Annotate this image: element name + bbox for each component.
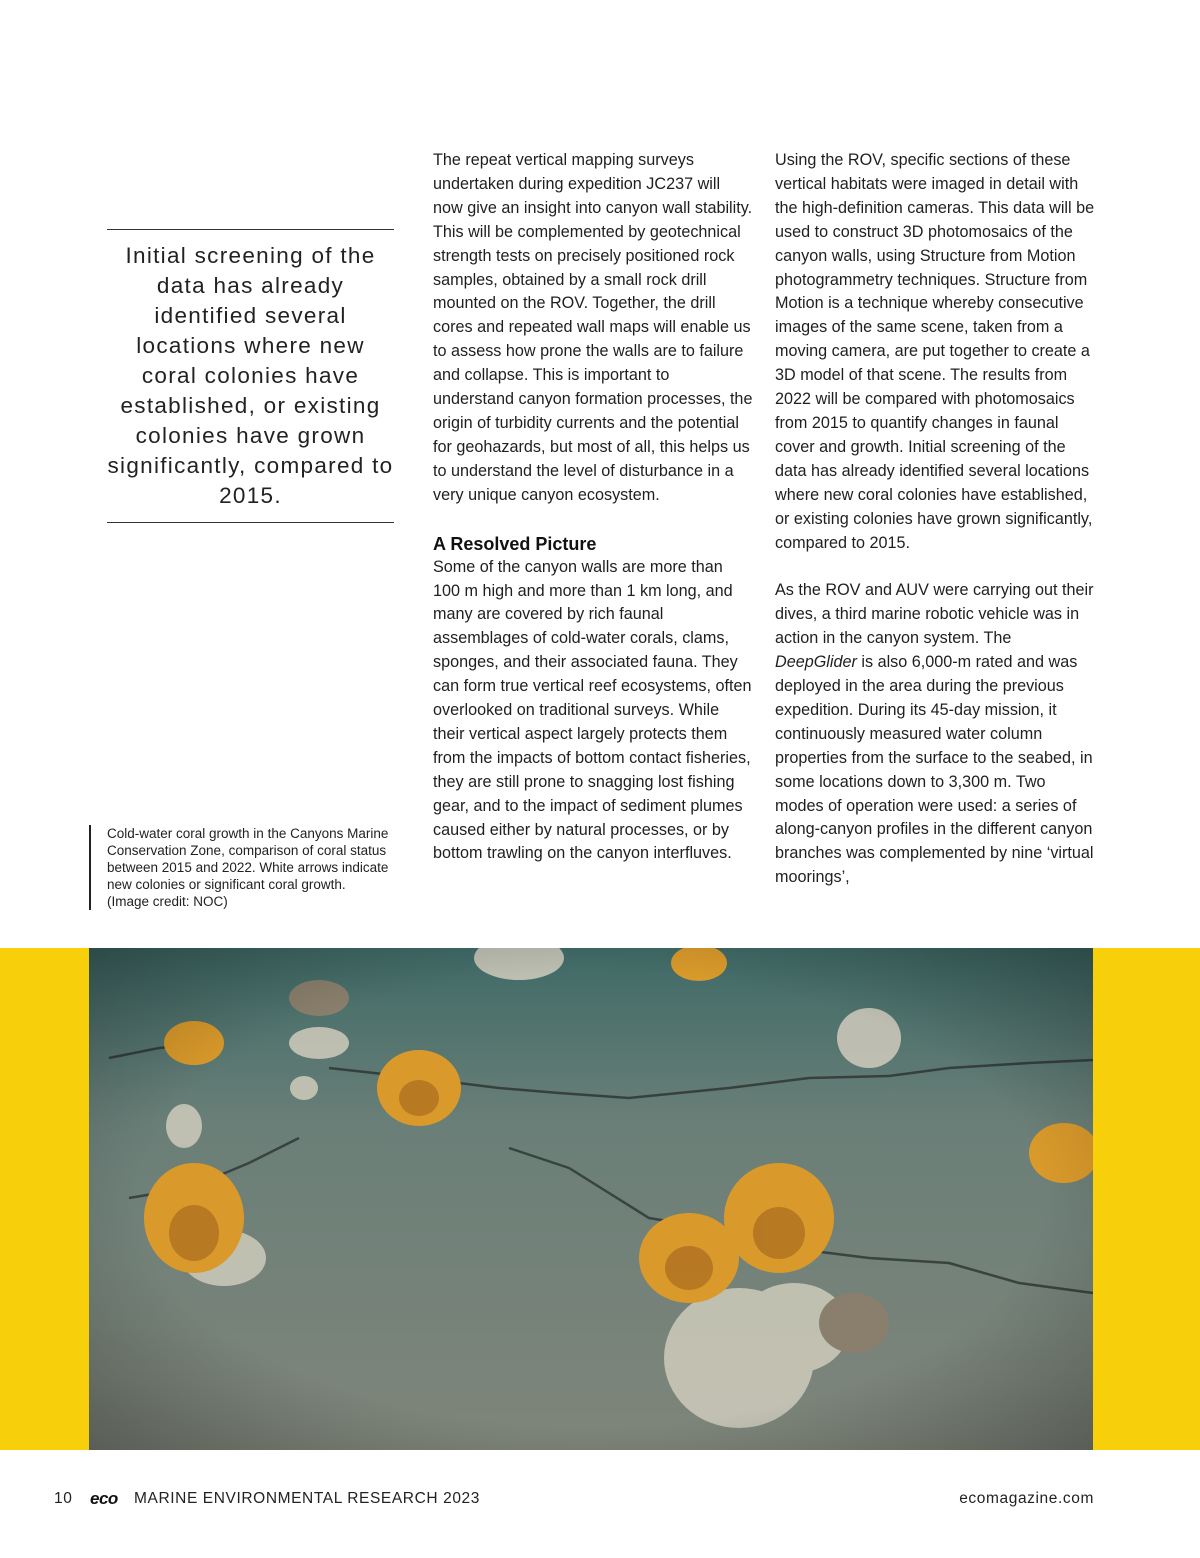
image-caption: [89, 825, 389, 910]
right-paragraph-2-end: is also 6,000-m rated and was deployed in the area during the previous expedition. During its 45-day mission, it continuously measured water column properties from the surface to the seabed, in some locations down to 3,300 m. Two modes of operation were used: a series of along-canyon profiles in the different canyon branches was complemented by nine ‘virtual moorings’,: [775, 653, 1094, 887]
mid-paragraph-1: The repeat vertical mapping surveys undertaken during expedition JC237 will now give an insight into canyon wall stability. This will be complemented by geotechnical strength tests on precisely positioned rock samples, obtained by a small rock drill mounted on the ROV. Together, the drill cores and repeated wall maps will enable us to assess how prone the walls are to failure and collapse. This is important to understand canyon formation processes, the origin of turbidity currents and the potential for geohazards, but most of all, this helps us to understand the level of disturbance in a very unique canyon ecosystem.: [433, 151, 753, 504]
seafloor-coral-photo: [89, 948, 1093, 1450]
mid-paragraph-2: Some of the canyon walls are more than 100 m high and more than 1 km long, and many are covered by rich faunal assemblages of cold-water corals, clams, sponges, and their associated fauna. They can form true vertical reef ecosystems, often overlooked on traditional surveys. While their vertical aspect largely protects them from the impacts of bottom contact fisheries, they are still prone to snagging lost fishing gear, and to the impact of sediment plumes caused either by natural processes, or by bottom trawling on the canyon interfluves.: [433, 557, 752, 863]
eco-logo: eco: [90, 1489, 118, 1508]
right-paragraph-1: Using the ROV, specific sections of these vertical habitats were imaged in detail with the high-definition cameras. This data will be used to construct 3D photomosaics of the canyon walls, using Structure from Motion photogrammetry techniques. Structure from Motion is a technique whereby consecutive images of the same scene, taken from a moving camera, are put together to create a 3D model of that scene. The results from 2022 will be compared with photomosaics from 2015 to quantify changes in faunal cover and growth. Initial screening of the data has already identified several locations where new coral colonies have established, or existing colonies have grown significantly, compared to 2015.: [775, 151, 1095, 552]
middle-column: [433, 149, 753, 866]
right-column: [775, 149, 1095, 890]
caption-text: Cold-water coral growth in the Canyons Marine Conservation Zone, comparison of coral status between 2015 and 2022. White arrows indicate new colonies or significant coral growth. (Image credit: NOC): [107, 826, 389, 909]
pull-quote-text: Initial screening of the data has already identified several locations where new coral colonies have established, or existing colonies have grown significantly, compared to 2015.: [107, 243, 394, 508]
pull-quote: [107, 229, 394, 523]
page-footer: [54, 1487, 1094, 1511]
section-subheading: A Resolved Picture: [433, 533, 597, 554]
right-paragraph-2-start: As the ROV and AUV were carrying out their dives, a third marine robotic vehicle was in action in the canyon system. The: [775, 581, 1094, 648]
website-link[interactable]: ecomagazine.com: [959, 1490, 1094, 1507]
publication-title: MARINE ENVIRONMENTAL RESEARCH 2023: [134, 1490, 480, 1507]
page-number: 10: [54, 1490, 73, 1507]
deepglider-name: DeepGlider: [775, 653, 857, 672]
right-paragraph-2: [775, 579, 1095, 890]
